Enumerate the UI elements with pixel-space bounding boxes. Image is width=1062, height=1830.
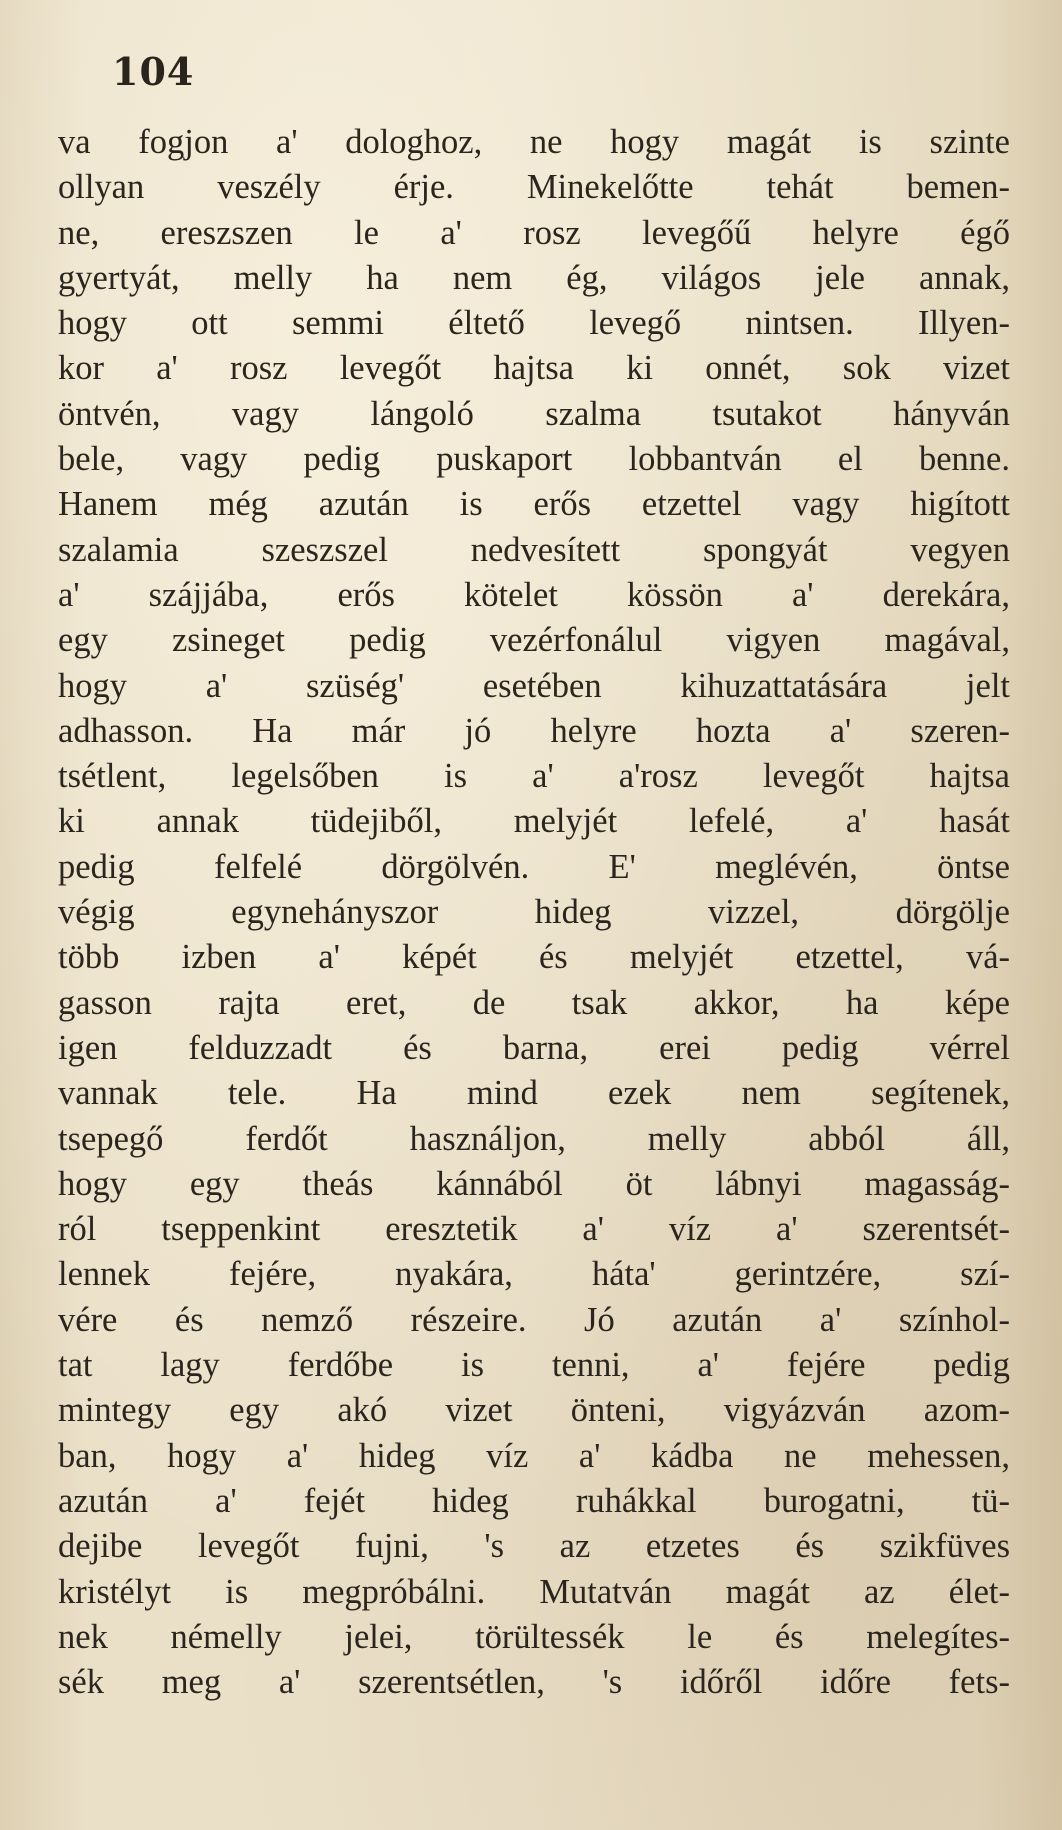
text-line: bele, vagy pedig puskaport lobbantván el benne.: [58, 440, 1010, 479]
text-line: ollyan veszély érje. Minekelőtte tehát bemen-: [58, 168, 1010, 207]
text-line: adhasson. Ha már jó helyre hozta a' szeren-: [58, 711, 1010, 750]
text-line: ne, ereszszen le a' rosz levegőű helyre égő: [58, 213, 1010, 252]
text-line: kristélyt is megpróbálni. Mutatván magát az élet-: [58, 1572, 1010, 1611]
text-line: ról tseppenkint eresztetik a' víz a' szerentsét-: [58, 1210, 1010, 1249]
text-line: több izben a' képét és melyjét etzettel, vá-: [58, 938, 1010, 977]
text-line: egy zsineget pedig vezérfonálul vigyen magával,: [58, 621, 1010, 660]
text-line: ban, hogy a' hideg víz a' kádba ne mehessen,: [58, 1436, 1010, 1475]
text-line: kor a' rosz levegőt hajtsa ki onnét, sok vizet: [58, 349, 1010, 388]
text-line: Hanem még azután is erős etzettel vagy higított: [58, 485, 1010, 524]
text-line: mintegy egy akó vizet önteni, vigyázván azom-: [58, 1391, 1010, 1430]
text-line: va fogjon a' dologhoz, ne hogy magát is szinte: [58, 123, 1010, 161]
text-line: hogy ott semmi éltető levegő nintsen. Illyen-: [58, 304, 1010, 343]
text-line: öntvén, vagy lángoló szalma tsutakot hányván: [58, 394, 1010, 433]
text-line: hogy egy theás kánnából öt lábnyi magasság-: [58, 1164, 1010, 1203]
text-line: szalamia szeszszel nedvesített spongyát vegyen: [58, 530, 1010, 569]
text-line: sék meg a' szerentsétlen, 's időről időre fets-: [58, 1663, 1010, 1702]
text-line: hogy a' szüség' esetében kihuzattatására jelt: [58, 666, 1010, 705]
text-line: gasson rajta eret, de tsak akkor, ha képe: [58, 983, 1010, 1022]
text-line: vannak tele. Ha mind ezek nem segítenek,: [58, 1074, 1010, 1113]
text-line: dejibe levegőt fujni, 's az etzetes és szikfüves: [58, 1527, 1010, 1566]
text-line: tat lagy ferdőbe is tenni, a' fejére pedig: [58, 1346, 1010, 1385]
text-line: pedig felfelé dörgölvén. E' meglévén, öntse: [58, 847, 1010, 886]
text-line: gyertyát, melly ha nem ég, világos jele annak,: [58, 258, 1010, 297]
text-line: ki annak tüdejiből, melyjét lefelé, a' hasát: [58, 802, 1010, 841]
body-text: [58, 120, 1010, 1705]
page-number: 104: [112, 49, 195, 94]
text-line: tsétlent, legelsőben is a' a'rosz levegőt hajtsa: [58, 757, 1010, 796]
text-line: igen felduzzadt és barna, erei pedig vérrel: [58, 1028, 1010, 1067]
text-line: vére és nemző részeire. Jó azután a' színhol-: [58, 1300, 1010, 1339]
text-line: a' szájjába, erős kötelet kössön a' derekára,: [58, 575, 1010, 614]
text-line: végig egynehányszor hideg vizzel, dörgölje: [58, 893, 1010, 932]
text-line: nek némelly jelei, törültessék le és melegítes-: [58, 1617, 1010, 1656]
text-line: lennek fejére, nyakára, háta' gerintzére, szí-: [58, 1255, 1010, 1294]
text-line: azután a' fejét hideg ruhákkal burogatni, tü-: [58, 1481, 1010, 1520]
text-line: tsepegő ferdőt használjon, melly abból áll,: [58, 1119, 1010, 1158]
